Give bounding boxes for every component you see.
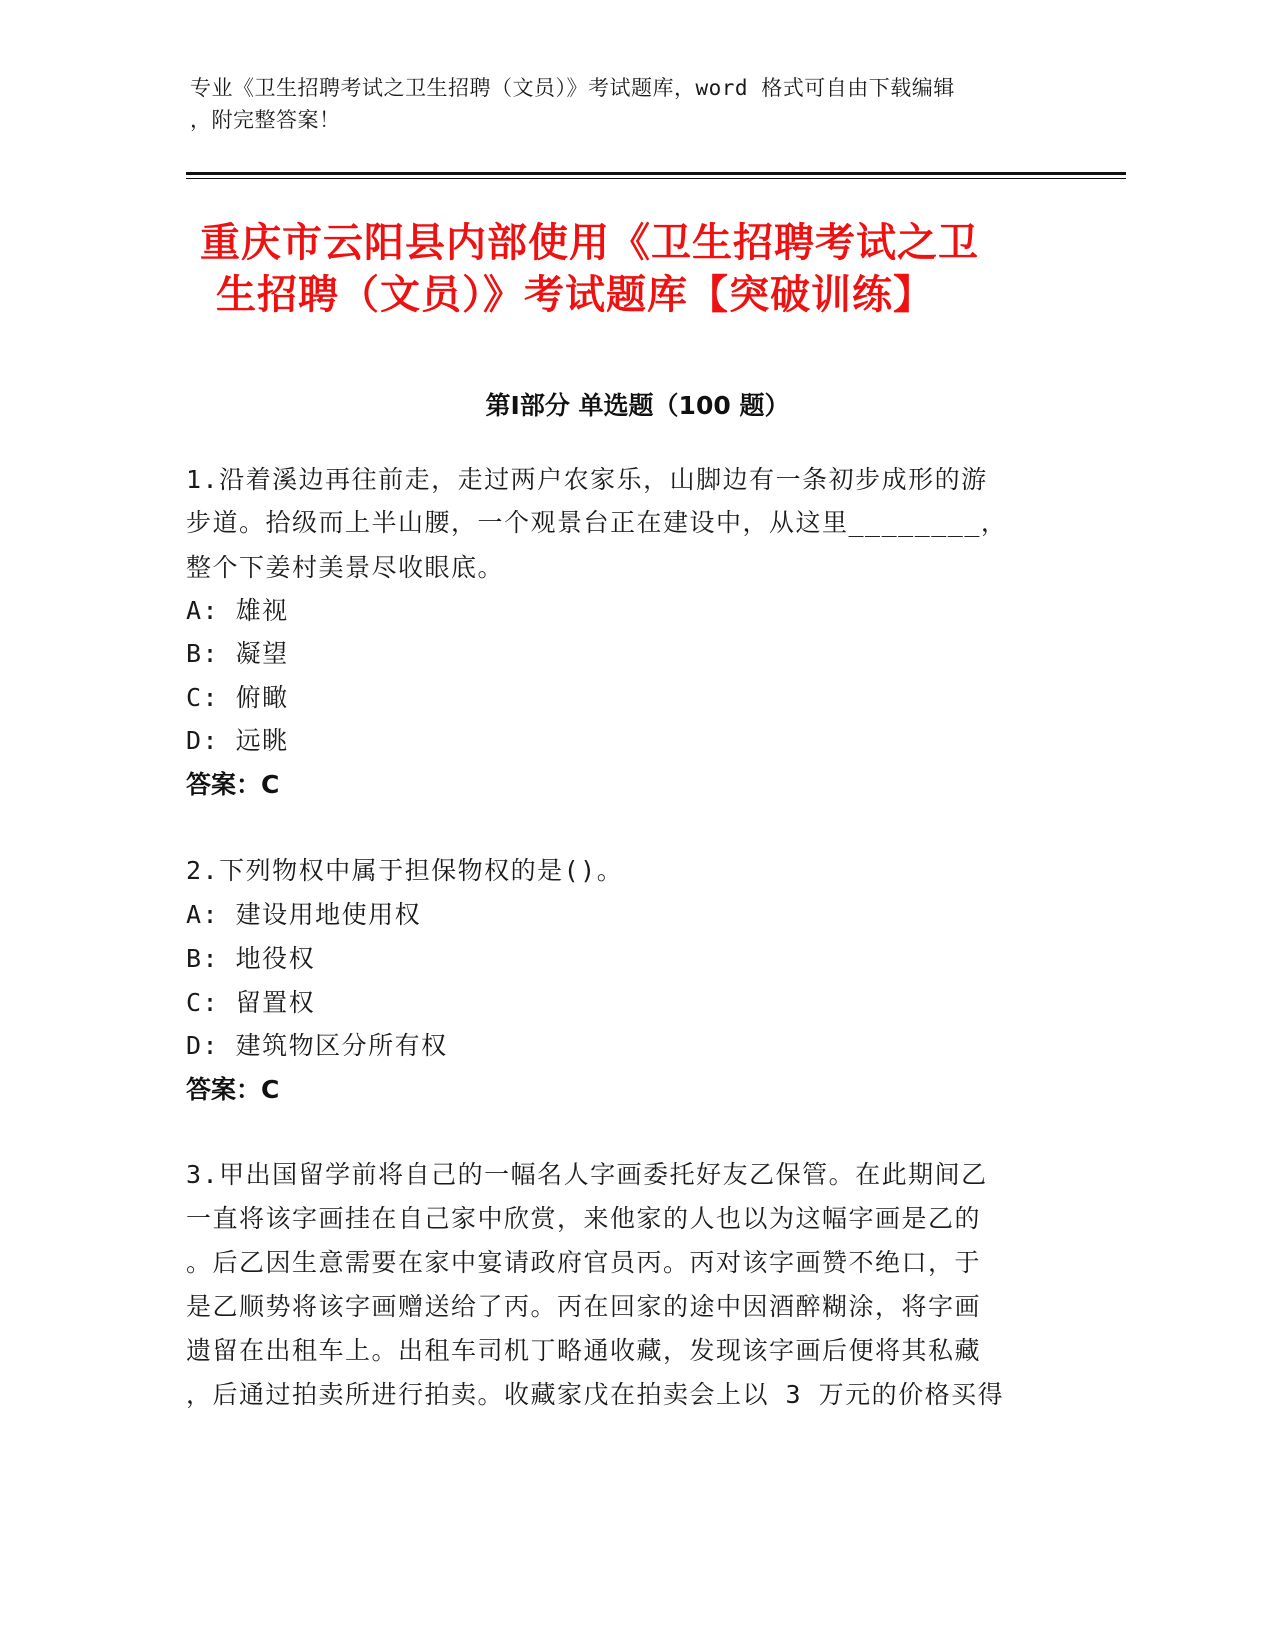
question-3-line-1: 3.甲出国留学前将自己的一幅名人字画委托好友乙保管。在此期间乙 [186,1160,988,1189]
question-1-line-1: 1.沿着溪边再往前走，走过两户农家乐，山脚边有一条初步成形的游 [186,465,988,494]
section-heading: 第Ⅰ部分 单选题（100 题） [485,391,790,420]
question-3-line-5: 遗留在出租车上。出租车司机丁略通收藏，发现该字画后便将其私藏 [186,1336,982,1365]
question-2-option-a: A: 建设用地使用权 [186,900,422,929]
question-3-line-2: 一直将该字画挂在自己家中欣赏，来他家的人也以为这幅字画是乙的 [186,1204,982,1233]
question-2-option-b: B: 地役权 [186,944,316,973]
question-2-line-1: 2.下列物权中属于担保物权的是()。 [186,856,624,885]
page-title-line-1: 重庆市云阳县内部使用《卫生招聘考试之卫 [200,220,979,266]
question-1-option-a: A: 雄视 [186,596,289,625]
question-1-answer: 答案：C [186,770,280,799]
question-3-line-6: ，后通过拍卖所进行拍卖。收藏家戊在拍卖会上以 3 万元的价格买得 [186,1380,1005,1409]
question-2-answer: 答案：C [186,1075,280,1104]
header-rule-thin [186,178,1126,179]
question-1-option-c: C: 俯瞰 [186,683,289,712]
header-rule-thick [186,172,1126,175]
question-2-option-c: C: 留置权 [186,988,316,1017]
question-1-line-2: 步道。拾级而上半山腰，一个观景台正在建设中，从这里________， [186,508,1008,537]
question-3-line-3: 。后乙因生意需要在家中宴请政府官员丙。丙对该字画赞不绝口，于 [186,1248,982,1277]
question-1-option-b: B: 凝望 [186,639,289,668]
header-line-1: 专业《卫生招聘考试之卫生招聘（文员）》考试题库，word 格式可自由下载编辑 [190,76,955,100]
header-line-2: ，附完整答案！ [190,108,341,132]
question-1-option-d: D: 远眺 [186,726,289,755]
question-2-option-d: D: 建筑物区分所有权 [186,1031,448,1060]
page-title-line-2: 生招聘（文员）》考试题库【突破训练】 [216,272,934,318]
question-3-line-4: 是乙顺势将该字画赠送给了丙。丙在回家的途中因酒醉糊涂，将字画 [186,1292,982,1321]
question-1-line-3: 整个下姜村美景尽收眼底。 [186,553,505,582]
